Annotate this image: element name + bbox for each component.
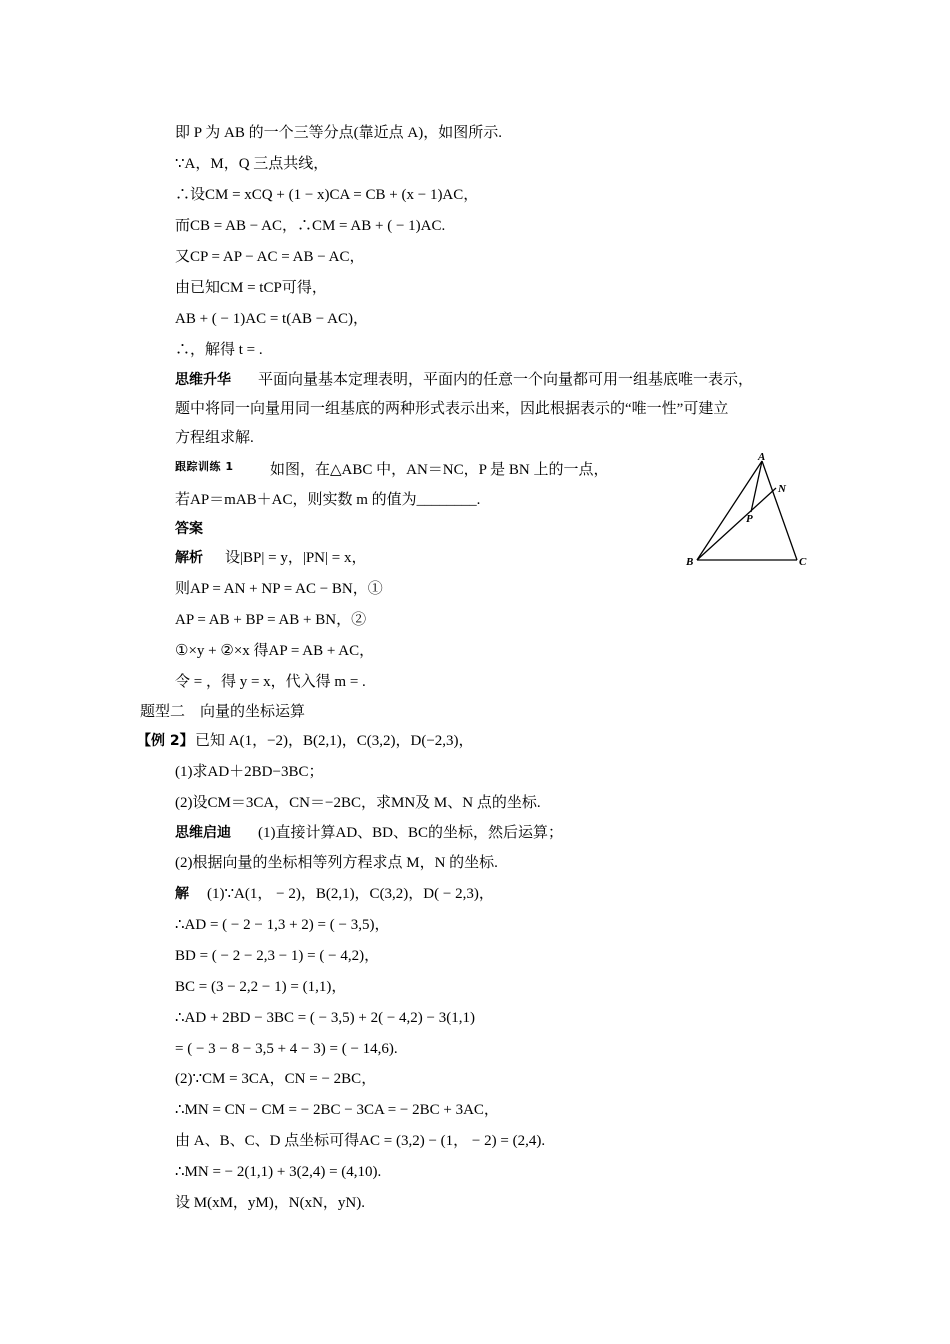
line-29: ∴AD + 2BD − 3BC = ( − 3,5) + 2( − 4,2) − 3(1,1) <box>175 1010 475 1026</box>
line-14: 设|BP| = y，|PN| = x， <box>225 550 367 566</box>
line-9: 平面向量基本定理表明，平面内的任意一个向量都可用一组基底唯一表示， <box>258 372 754 388</box>
example-2-label: 【例 2】 <box>137 733 194 749</box>
line-15: 则AP = AN + NP = AC − BN，① <box>175 581 383 597</box>
genzong-label: 跟踪训练 1 <box>175 460 234 473</box>
line-33: 由 A、B、C、D 点坐标可得AC = (3,2) − (1， − 2) = (2,4). <box>175 1133 546 1149</box>
line-12: 如图，在△ABC 中，AN＝NC，P 是 BN 上的一点， <box>270 462 609 478</box>
vertex-p-label: P <box>746 513 753 525</box>
answer-label: 答案 <box>175 521 203 537</box>
siwei-shenghua-label: 思维升华 <box>175 372 231 388</box>
jiexi-label: 解析 <box>175 550 203 566</box>
line-3: ∴设CM = xCQ + (1 − x)CA = CB + (x − 1)AC， <box>175 187 479 203</box>
line-21: (1)求AD＋2BD−3BC； <box>175 764 324 780</box>
line-22: (2)设CM＝3CA，CN＝−2BC，求MN及 M、N 点的坐标. <box>175 795 541 811</box>
vertex-n-label: N <box>778 483 786 495</box>
line-16: AP = AB + BP = AB + BN，② <box>175 612 367 628</box>
line-5: 又CP = AP − AC = AB − AC， <box>175 249 365 265</box>
line-6: 由已知CM = tCP可得， <box>175 280 327 296</box>
edge-ac <box>762 461 797 560</box>
line-20: 已知 A(1，−2)，B(2,1)，C(3,2)，D(−2,3)， <box>195 733 474 749</box>
line-13: 若AP＝mAB＋AC，则实数 m 的值为________. <box>175 492 481 508</box>
line-4: 而CB = AB − AC，∴CM = AB + ( − 1)AC. <box>175 218 446 234</box>
line-35: 设 M(xM，yM)，N(xN，yN). <box>175 1195 365 1211</box>
line-18: 令 = ，得 y = x，代入得 m = . <box>175 674 366 690</box>
vertex-b-label: B <box>686 556 694 568</box>
vertex-a-label: A <box>758 451 766 463</box>
line-30: = ( − 3 − 8 − 3,5 + 4 − 3) = ( − 14,6). <box>175 1041 398 1057</box>
line-26: ∴AD = ( − 2 − 1,3 + 2) = ( − 3,5)， <box>175 917 390 933</box>
line-2: ∵A，M，Q 三点共线， <box>175 156 329 172</box>
line-34: ∴MN = − 2(1,1) + 3(2,4) = (4,10). <box>175 1164 382 1180</box>
triangle-figure <box>680 448 815 573</box>
line-24: (2)根据向量的坐标相等列方程求点 M，N 的坐标. <box>175 855 498 871</box>
line-32: ∴MN = CN − CM = − 2BC − 3CA = − 2BC + 3AC， <box>175 1102 499 1118</box>
line-25: (1)∵A(1， − 2)，B(2,1)，C(3,2)，D( − 2,3)， <box>207 886 494 902</box>
line-27: BD = ( − 2 − 2,3 − 1) = ( − 4,2)， <box>175 948 380 964</box>
line-17: ①×y + ②×x 得AP = AB + AC， <box>175 643 375 659</box>
line-28: BC = (3 − 2,2 − 1) = (1,1)， <box>175 979 347 995</box>
line-7: AB + ( − 1)AC = t(AB − AC)， <box>175 311 369 327</box>
line-10: 题中将同一向量用同一组基底的两种形式表示出来，因此根据表示的“唯一性”可建立 <box>175 401 729 417</box>
line-31: (2)∵CM = 3CA，CN = − 2BC， <box>175 1071 377 1087</box>
line-8: ∴，解得 t = . <box>175 342 263 358</box>
line-11: 方程组求解. <box>175 430 254 446</box>
line-1: 即 P 为 AB 的一个三等分点(靠近点 A)，如图所示. <box>175 125 502 141</box>
jie-label: 解 <box>175 886 189 902</box>
siwei-qidi-label: 思维启迪 <box>175 825 231 841</box>
vertex-c-label: C <box>799 556 807 568</box>
section-title: 题型二 向量的坐标运算 <box>140 704 306 720</box>
line-23: (1)直接计算AD、BD、BC的坐标，然后运算； <box>258 825 564 841</box>
